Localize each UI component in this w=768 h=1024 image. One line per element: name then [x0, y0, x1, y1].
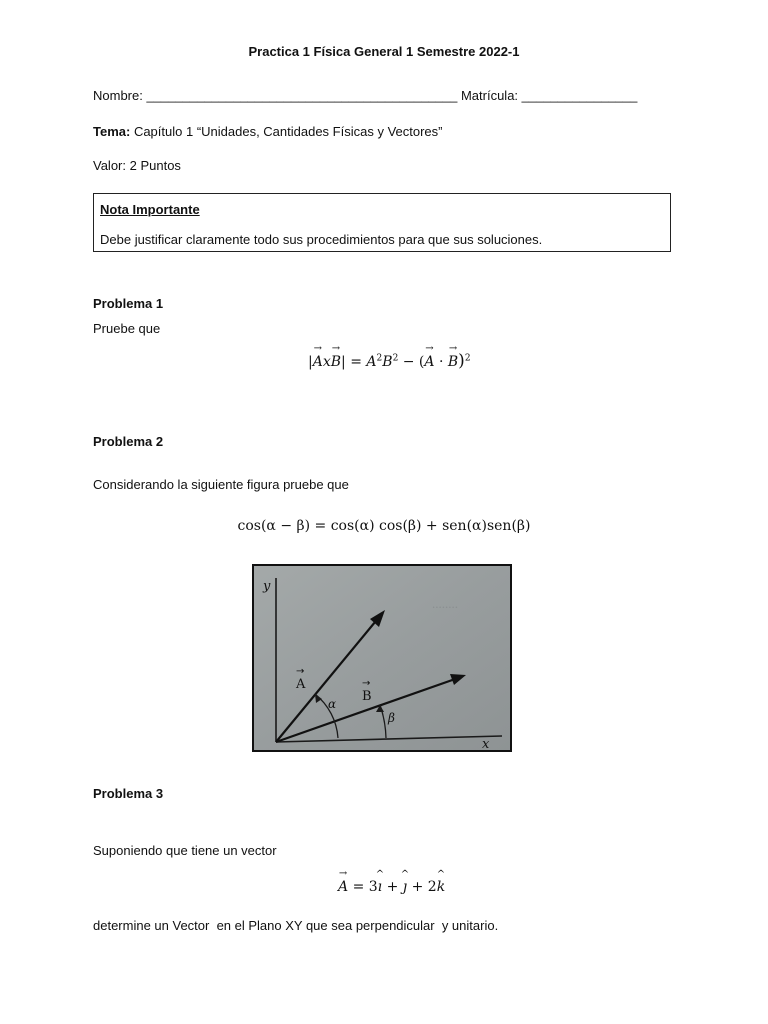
nota-text: Debe justificar claramente todo sus procedimientos para que sus soluciones.: [100, 232, 543, 247]
vector-b-arrow-icon: →: [362, 678, 371, 689]
tema-text: Capítulo 1 “Unidades, Cantidades Físicas y Vectores”: [130, 124, 443, 139]
problema-2-heading: Problema 2: [93, 434, 164, 449]
mag-b: B: [382, 354, 393, 370]
nota-importante-box: [93, 193, 671, 252]
y-axis-label: y: [263, 579, 271, 594]
equals-sign: =: [345, 354, 367, 370]
page-title: Practica 1 Física General 1 Semestre 2022-1: [248, 44, 520, 59]
vec-b: → B: [331, 354, 341, 370]
mag-a: A: [366, 354, 377, 370]
problema-1-equation: [308, 351, 471, 371]
problema-3-intro: Suponiendo que tiene un vector: [93, 843, 277, 858]
problema-1-heading: Problema 1: [93, 296, 164, 311]
problema-3-equation: [338, 879, 445, 895]
vector-b-label: B: [362, 689, 372, 704]
tema-line: [93, 124, 442, 139]
exponent: 2: [392, 353, 399, 364]
vector-a-arrow-icon: →: [296, 666, 305, 677]
vec-b: → B: [448, 354, 458, 370]
exponent: 2: [376, 353, 383, 364]
vec-a: → A: [338, 879, 348, 895]
close-paren: ): [458, 351, 465, 371]
valor-line: Valor: 2 Puntos: [93, 158, 181, 173]
abs-bar-close: |: [341, 354, 346, 370]
problema-1-intro: Pruebe que: [93, 321, 161, 336]
abs-bar-open: |: [308, 354, 313, 370]
minus-paren: − (: [398, 354, 425, 370]
unit-i: ^ ı: [378, 879, 382, 895]
unit-k: ^ k: [437, 879, 445, 895]
problema-3-task: determine un Vector en el Plano XY que sea perpendicular y unitario.: [93, 918, 499, 933]
beta-label: β: [388, 711, 395, 725]
x-axis-label: x: [482, 737, 490, 752]
alpha-label: α: [328, 697, 337, 711]
vector-figure: [252, 564, 512, 752]
bleed-through-mark: ........: [432, 596, 458, 611]
exponent: 2: [464, 353, 471, 364]
unit-j: ^ ȷ: [403, 879, 407, 895]
problema-2-intro: Considerando la siguiente figura pruebe que: [93, 477, 349, 492]
equation-part: = 3: [348, 879, 378, 895]
cross-x: x: [322, 354, 331, 370]
vector-figure-svg: [252, 564, 512, 752]
nombre-matricula-line: Nombre: ___________________________________________ Matrícula: ________________: [93, 88, 638, 103]
plus-sign: + 2: [407, 879, 437, 895]
nota-title: Nota Importante: [100, 202, 200, 217]
tema-label: Tema:: [93, 124, 131, 139]
problema-2-equation: cos(α − β) = cos(α) cos(β) + sen(α)sen(β): [237, 518, 531, 534]
plus-sign: +: [382, 879, 403, 895]
dot-operator: ·: [434, 354, 448, 370]
vector-a-label: A: [296, 677, 306, 692]
problema-3-heading: Problema 3: [93, 786, 164, 801]
vec-a: → A: [313, 354, 323, 370]
vec-a: → A: [424, 354, 434, 370]
